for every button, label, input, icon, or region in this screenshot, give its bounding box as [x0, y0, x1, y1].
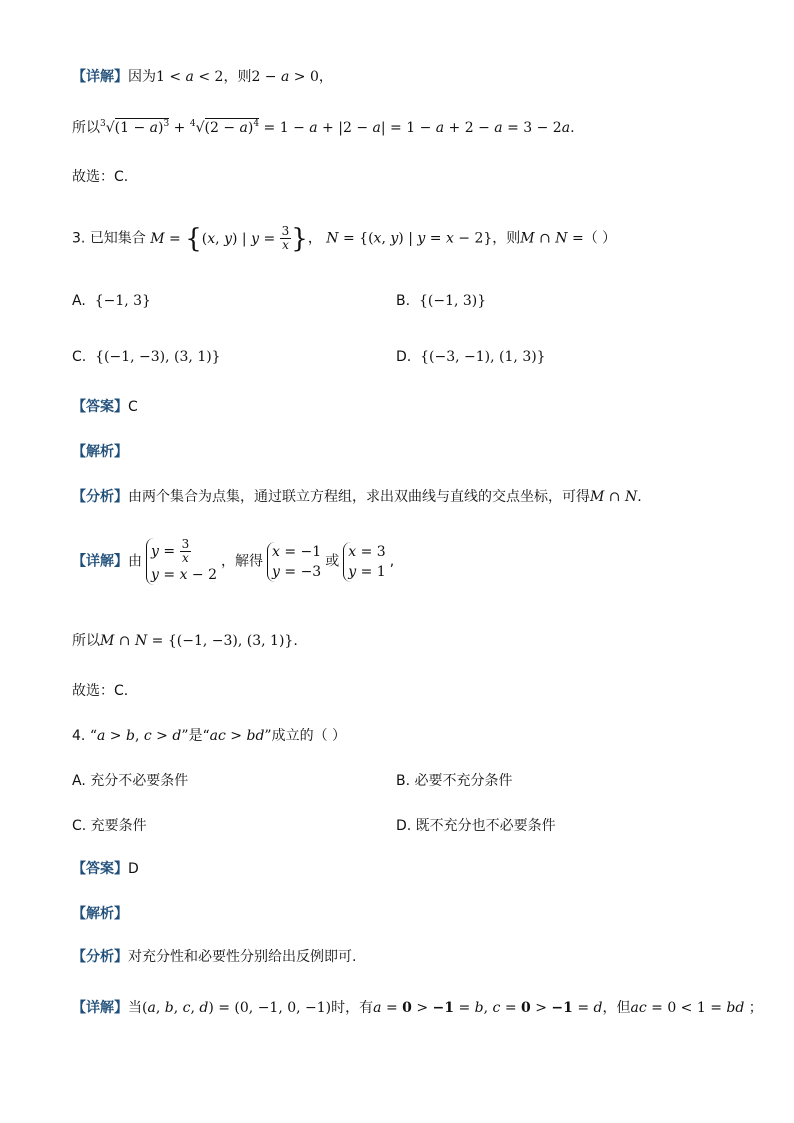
- q3-method: 【分析】由两个集合为点集，通过联立方程组，求出双曲线与直线的交点坐标，可得M ∩ N.: [72, 489, 642, 505]
- method-tag: 【分析】: [72, 489, 128, 505]
- q2-detail-line2: 所以$^3√(1 - a)^3 + ^4√(2 - a)^4 = 1 - a + |2 - a| = 1 - a + 2 - a = 3 - 2a$.: [72, 119, 575, 136]
- solution-1: x = −1 y = −3: [267, 542, 321, 582]
- q2-select: 故选：C.: [72, 169, 129, 185]
- q4-method: 【分析】对充分性和必要性分别给出反例即可.: [72, 949, 357, 965]
- q3-option-d: D. {(−3, −1), (1, 3)}: [396, 349, 546, 365]
- q3-option-b: B. {(−1, 3)}: [396, 293, 487, 309]
- q3-option-c: C. {(−1, −3), (3, 1)}: [72, 349, 221, 365]
- detail-tag: 【详解】: [72, 69, 128, 85]
- equation-system: y = $\frac{3}{x}$ y = x − 2: [146, 538, 217, 585]
- q3-answer: 【答案】C: [72, 399, 138, 415]
- set-n: N = {(x, y) | y = x − 2}: [326, 230, 493, 247]
- solution-2: x = 3 y = 1: [343, 542, 385, 582]
- q4-option-a: A. 充分不必要条件: [72, 773, 189, 789]
- q4-answer: 【答案】D: [72, 861, 139, 877]
- q4-stem: 4. “a > b, c > d”是“ac > bd”成立的（ ）: [72, 728, 347, 744]
- q3-select: 故选：C.: [72, 683, 129, 699]
- root-expression: $^3√(1 - a)^3 + ^4√(2 - a)^4 = 1 - a + |2 - a| = 1 - a + 2 - a = 3 - 2a$.: [100, 119, 575, 136]
- q3-conclusion: 所以M ∩ N = {(−1, −3), (3, 1)}.: [72, 633, 298, 649]
- q4-option-c: C. 充要条件: [72, 818, 147, 834]
- q3-analysis-heading: [72, 441, 128, 463]
- q3-option-a: A. {−1, 3}: [72, 293, 151, 309]
- q3-detail: 【详解】由 y = $\frac{3}{x}$ y = x − 2 ，解得 x = −1 y = −3 或 x = 3 y = 1 ,: [72, 537, 395, 583]
- analysis-tag: 【解析】: [72, 444, 128, 460]
- q3-stem: 3. 已知集合 M = {(x, y) | y = $\frac{3}{x}$ }， N = {(x, y) | y = x − 2}，则M ∩ N =（ ）: [72, 223, 617, 254]
- q2-detail-line1: 【详解】因为1 < a < 2，则2 − a > 0，: [72, 69, 333, 85]
- q4-analysis-heading: 【解析】: [72, 906, 128, 922]
- q4-detail: 【详解】当(a, b, c, d) = (0, −1, 0, −1)时，有a = 0 > −1 = b, c = 0 > −1 = d，但ac = 0 < 1 = bd ；: [72, 1000, 763, 1016]
- answer-tag: 【答案】: [72, 399, 128, 415]
- q4-option-d: D. 既不充分也不必要条件: [396, 818, 556, 834]
- q4-option-b: B. 必要不充分条件: [396, 773, 513, 789]
- set-m: M = {(x, y) | y = $\frac{3}{x}$ }: [150, 223, 308, 254]
